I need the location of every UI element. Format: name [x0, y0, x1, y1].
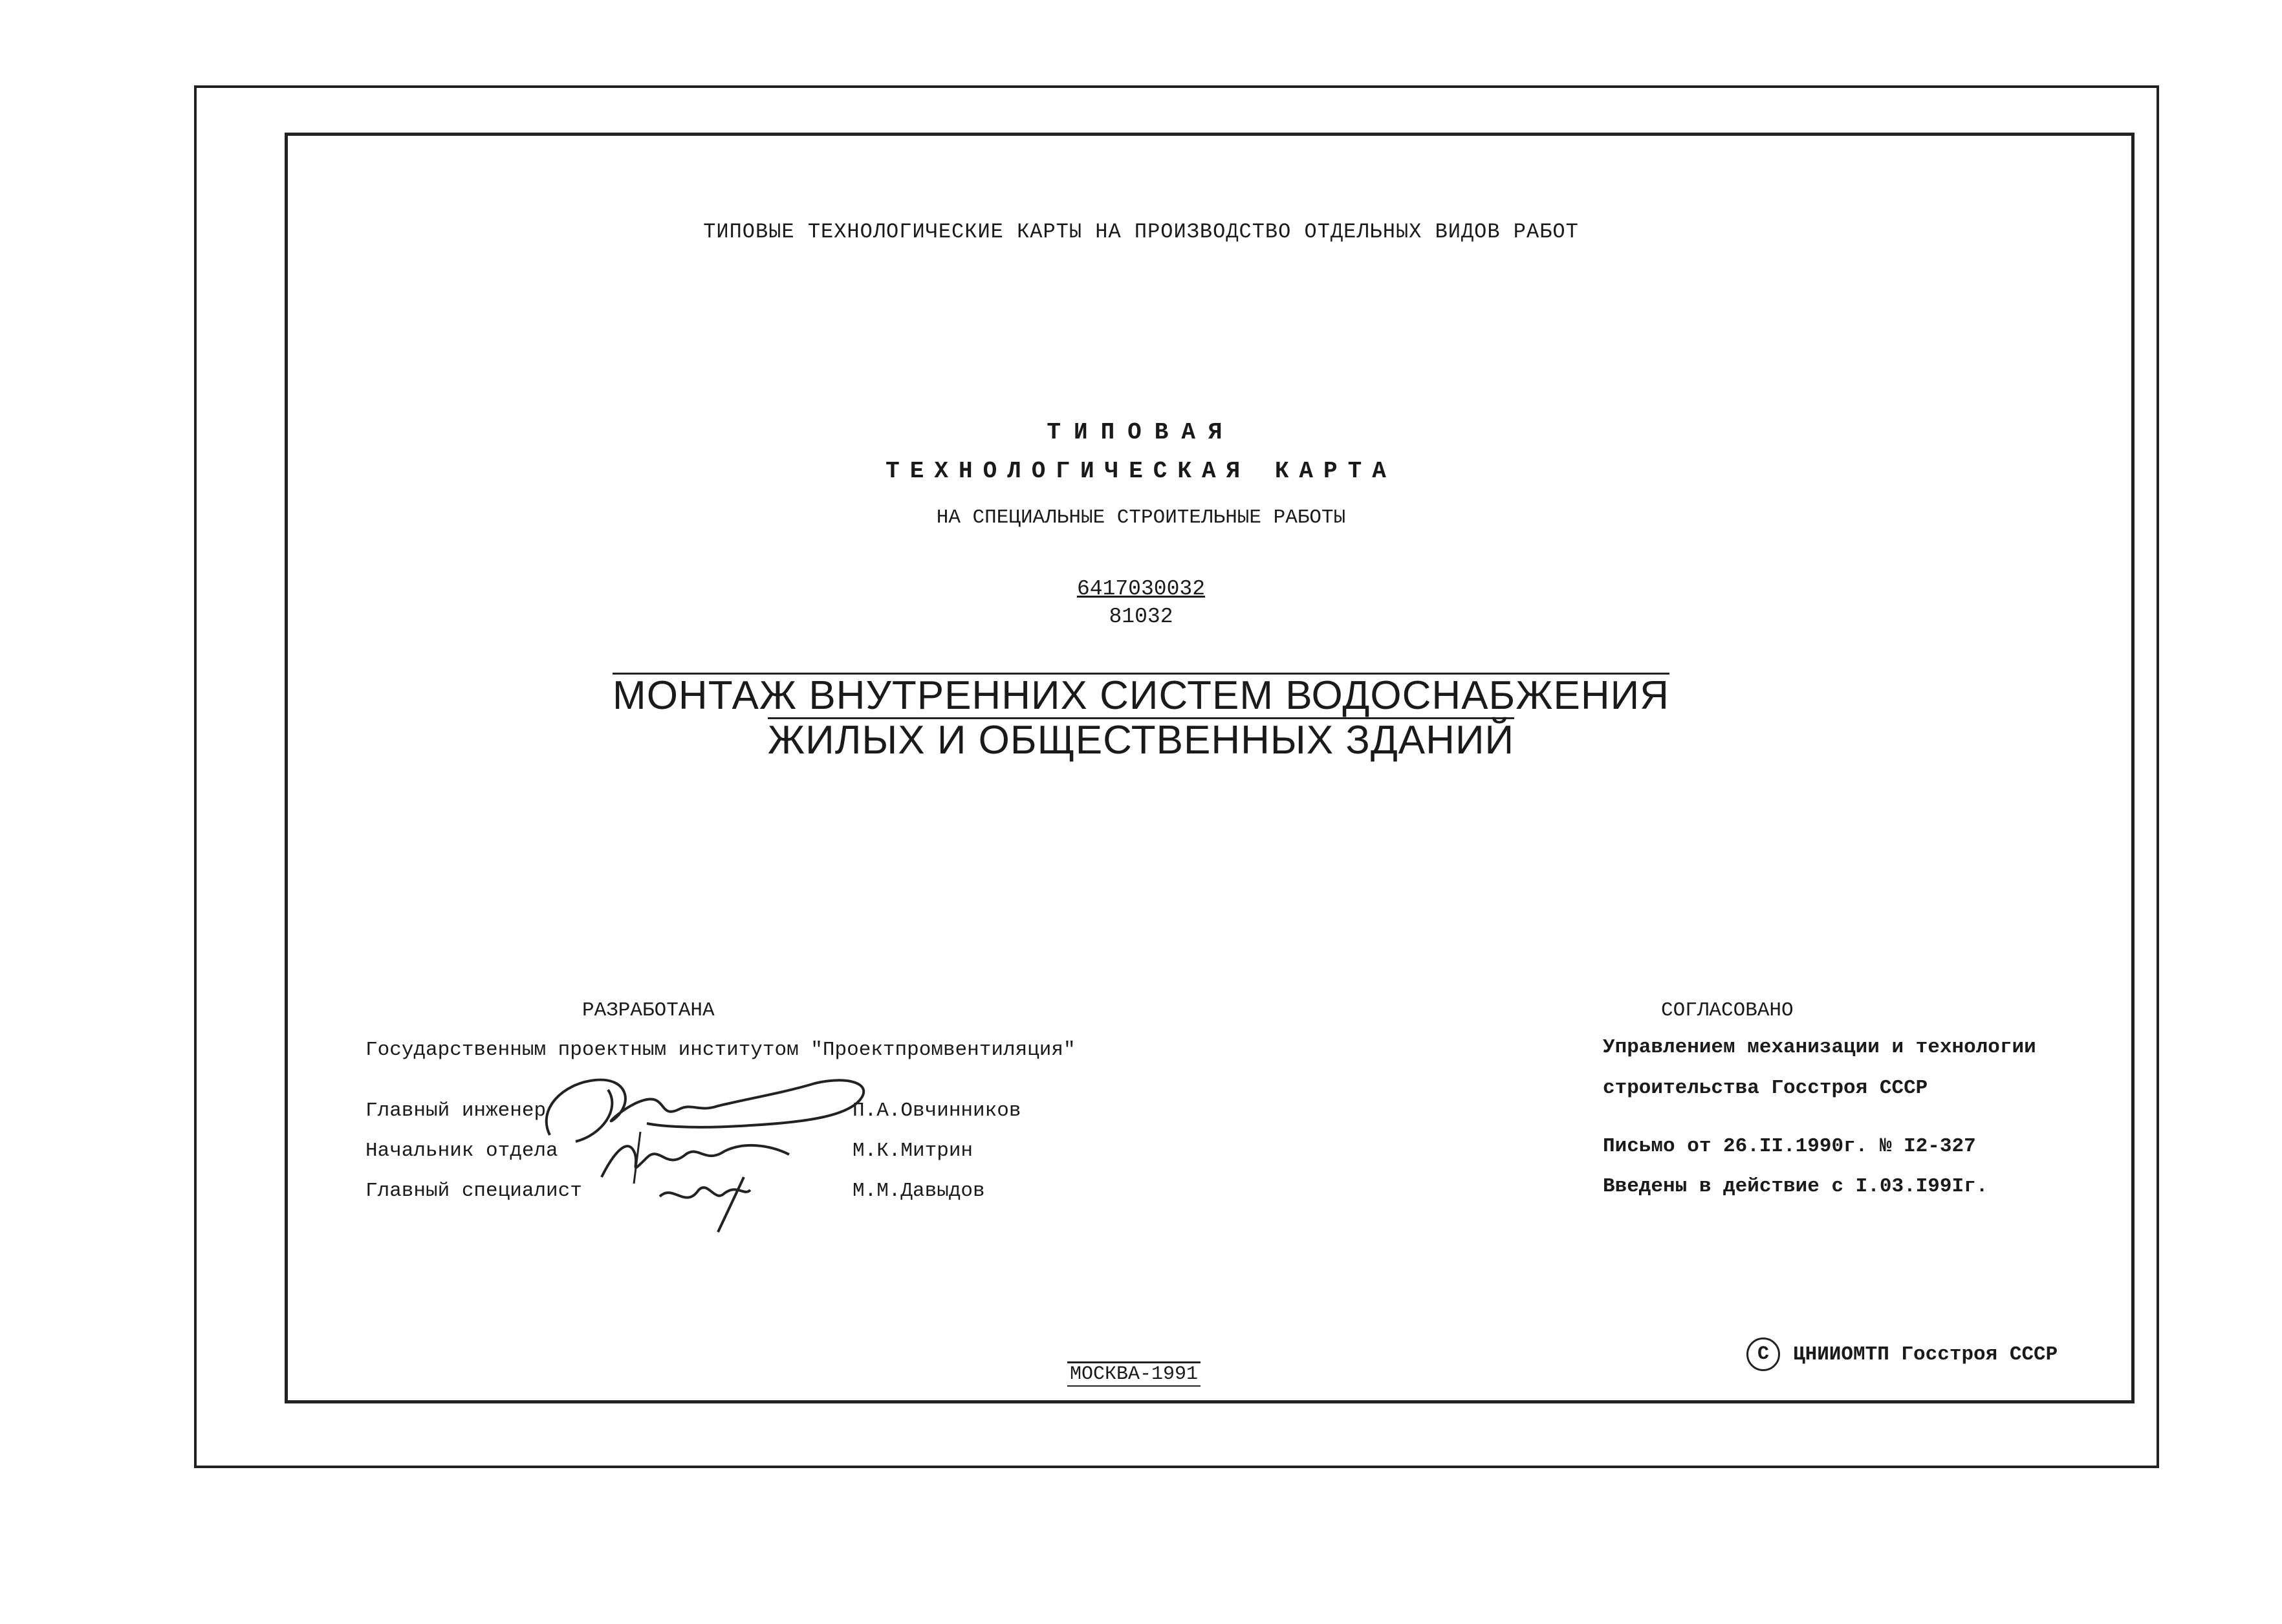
copyright-icon: C — [1746, 1337, 1780, 1371]
developed-header: РАЗРАБОТАНА — [582, 999, 715, 1022]
copyright-text: ЦНИИОМТП Госстроя СССР — [1793, 1343, 2058, 1366]
title-line-3: НА СПЕЦИАЛЬНЫЕ СТРОИТЕЛЬНЫЕ РАБОТЫ — [936, 506, 1346, 529]
signature-chief-specialist — [653, 1171, 763, 1235]
copyright — [1746, 1337, 2058, 1371]
signatory-role-2: Начальник отдела — [365, 1140, 558, 1162]
signatory-name-2: М.К.Митрин — [853, 1140, 973, 1162]
developer-organization: Государственным проектным институтом "Проектпромвентиляция" — [365, 1039, 1076, 1061]
main-title-line-1: МОНТАЖ ВНУТРЕННИХ СИСТЕМ ВОДОСНАБЖЕНИЯ — [613, 673, 1669, 718]
signatory-role-3: Главный специалист — [365, 1180, 582, 1202]
agreed-header: СОГЛАСОВАНО — [1661, 999, 1794, 1022]
agreed-letter: Письмо от 26.II.1990г. № I2-327 — [1603, 1135, 1976, 1158]
agreed-effective-date: Введены в действие с I.03.I99Iг. — [1603, 1175, 1988, 1198]
signatory-role-1: Главный инженер — [365, 1099, 547, 1122]
document-subcode: 81032 — [1109, 605, 1173, 629]
title-line-2: ТЕХНОЛОГИЧЕСКАЯ КАРТА — [886, 458, 1396, 484]
signatory-name-1: П.А.Овчинников — [853, 1099, 1021, 1122]
agreed-line-2: строительства Госстроя СССР — [1603, 1077, 1928, 1099]
main-title — [0, 673, 2282, 762]
main-title-line-2: ЖИЛЫХ И ОБЩЕСТВЕННЫХ ЗДАНИЙ — [767, 718, 1515, 763]
title-line-1: ТИПОВАЯ — [1047, 419, 1235, 446]
document-code: 6417030032 — [1076, 577, 1206, 601]
city-year: МОСКВА-1991 — [1067, 1361, 1201, 1387]
agreed-line-1: Управлением механизации и технологии — [1603, 1036, 2036, 1059]
signatory-name-3: М.М.Давыдов — [853, 1180, 985, 1202]
inner-frame — [285, 133, 2135, 1403]
series-title: ТИПОВЫЕ ТЕХНОЛОГИЧЕСКИЕ КАРТЫ НА ПРОИЗВОДСТВО ОТДЕЛЬНЫХ ВИДОВ РАБОТ — [703, 220, 1579, 244]
